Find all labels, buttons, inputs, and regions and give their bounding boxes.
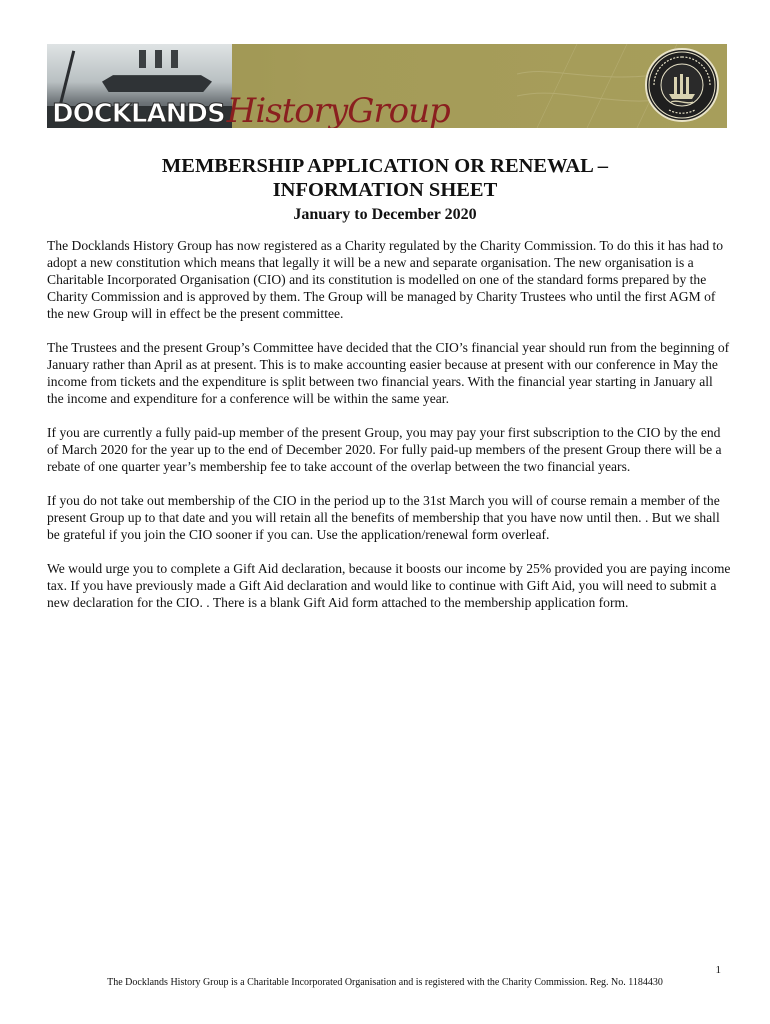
footer-note: The Docklands History Group is a Charitable Incorporated Organisation and is registered with the Charity Commission. Reg. No. 1184430 (107, 977, 663, 988)
title-line-2: INFORMATION SHEET (272, 179, 498, 201)
date-range: January to December 2020 (293, 206, 477, 223)
title-line-1: MEMBERSHIP APPLICATION OR RENEWAL – (161, 155, 609, 177)
paragraph-gift-aid: We would urge you to complete a Gift Aid declaration, because it boosts our income by 25% provided you are paying income tax. If you have previously made a Gift Aid declaration and would like to continue with Gift Aid, you will need to submit a new declaration for the CIO. . There is a blank Gift Aid form attached to the membership application form. (47, 561, 731, 610)
logo-wordmark (52, 91, 450, 128)
ship-funnel (139, 50, 146, 68)
document-title (0, 154, 770, 202)
seal-icon (647, 50, 717, 120)
logo-history-group: HistoryGroup (226, 91, 450, 128)
paragraph-membership-period: If you do not take out membership of the CIO in the period up to the 31st March you will of course remain a member of the present Group up to that date and you will retain all the benefits of membership that you have now until then. . But we shall be grateful if you join the CIO sooner if you can. Use the application/renewal form overleaf. (47, 493, 720, 542)
document-body (47, 237, 731, 628)
paragraph-subscription: If you are currently a fully paid-up member of the present Group, you may pay your first subscription to the CIO by the end of March 2020 for the year up to the end of December 2020. For fully paid-up members of the present Group there will be a rebate of one quarter year’s membership fee to take account of the overlap between the two financial years. (47, 425, 722, 474)
paragraph-financial-year: The Trustees and the present Group’s Committee have decided that the CIO’s financial year should run from the beginning of January rather than April as at present. This is to make accounting easier because at present with our conference in May the income from tickets and the expenditure is split between two financial years. With the financial year starting in January all the income and expenditure for a conference will be within the same year. (47, 340, 730, 406)
ship-funnel (155, 50, 162, 68)
society-seal-logo (645, 48, 719, 122)
page-number: 1 (715, 964, 721, 976)
header-banner (47, 44, 727, 128)
logo-docklands: DOCKLANDS (52, 99, 225, 128)
ship-funnel (171, 50, 178, 68)
ship-silhouette (102, 66, 212, 92)
paragraph-charity-registration: The Docklands History Group has now registered as a Charity regulated by the Charity Commission. To do this it has had to adopt a new constitution which means that legally it will be a new and separate organisation. The new organisation is a Charitable Incorporated Organisation (CIO) and its constitution is modelled on one of the standard forms prepared by the Charity Commission and is approved by them. The Group will be managed by Charity Trustees who until the first AGM of the new Group will in effect be the present committee. (47, 238, 724, 321)
